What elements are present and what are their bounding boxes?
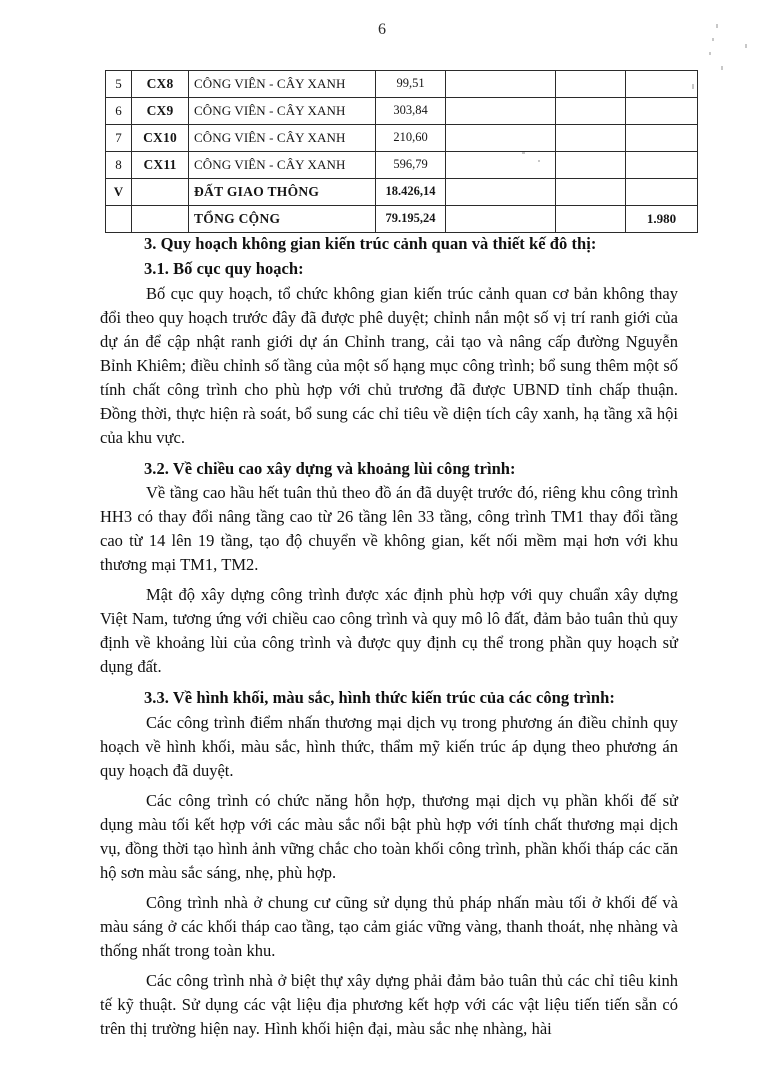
cell-col7 [626,98,698,125]
paragraph-3-2-a: Về tầng cao hầu hết tuân thủ theo đồ án đã duyệt trước đó, riêng khu công trình HH3 có thay đổi nâng tầng cao từ 26 tầng lên 33 tầng, công trình TM1 thay đổi tầng cao từ 14 lên 19 tầng, tạo độ chuyển về không gian, kết nối mềm mại hơn với khu thương mại TM1, TM2. [100,483,678,575]
cell-name: CÔNG VIÊN - CÂY XANH [189,152,376,179]
cell-name: ĐẤT GIAO THÔNG [189,179,376,206]
cell-value: 99,51 [376,71,446,98]
scan-speckle [692,84,694,89]
cell-col5 [446,179,556,206]
cell-value: 79.195,24 [376,206,446,233]
cell-code: CX10 [132,125,189,152]
cell-col6 [556,71,626,98]
cell-index: 8 [106,152,132,179]
scan-speckle [716,24,718,28]
scan-speckle [712,38,714,41]
table-row-subtotal [106,179,698,206]
cell-index: V [106,179,132,206]
cell-col6 [556,152,626,179]
page-number: 6 [378,21,386,38]
cell-col5 [446,125,556,152]
cell-col7: 1.980 [626,206,698,233]
table-row [106,125,698,152]
cell-col6 [556,125,626,152]
cell-code [132,206,189,233]
cell-index [106,206,132,233]
cell-col5 [446,152,556,179]
cell-value: 303,84 [376,98,446,125]
land-use-table-container [105,70,697,233]
scan-speckle [721,66,723,70]
scan-speckle [709,52,711,55]
cell-col7 [626,71,698,98]
cell-name: CÔNG VIÊN - CÂY XANH [189,125,376,152]
table-row [106,152,698,179]
cell-col6 [556,179,626,206]
cell-code [132,179,189,206]
cell-code: CX8 [132,71,189,98]
paragraph-3-3-c: Công trình nhà ở chung cư cũng sử dụng thủ pháp nhấn màu tối ở khối đế và màu sáng ở các khối tháp cao tầng, tạo cảm giác vững vàng, thanh thoát, nhẹ nhàng và thống nhất trong toàn khu. [100,892,678,960]
paragraph-3-3-d: Các công trình nhà ở biệt thự xây dựng phải đảm bảo tuân thủ các chỉ tiêu kinh tế kỹ thuật. Sử dụng các vật liệu địa phương kết hợp với các vật liệu tiến tiến sẵn có trên thị trường hiện nay. Hình khối hiện đại, màu sắc nhẹ nhàng, hài [100,970,678,1038]
document-body [100,232,678,1041]
cell-index: 7 [106,125,132,152]
cell-code: CX9 [132,98,189,125]
cell-col7 [626,125,698,152]
table-row-grandtotal [106,206,698,233]
cell-col6 [556,206,626,233]
cell-code: CX11 [132,152,189,179]
scan-speckle [538,160,540,162]
cell-col5 [446,71,556,98]
section-heading-3-2: 3.2. Về chiều cao xây dựng và khoảng lùi công trình: [144,458,516,478]
cell-value: 18.426,14 [376,179,446,206]
table-row [106,98,698,125]
cell-value: 596,79 [376,152,446,179]
cell-value: 210,60 [376,125,446,152]
cell-name: CÔNG VIÊN - CÂY XANH [189,98,376,125]
paragraph-3-2-b: Mật độ xây dựng công trình được xác định phù hợp với quy chuẩn xây dựng Việt Nam, tương ứng với chiều cao công trình và quy mô lô đất, đảm bảo tuân thủ quy định về khoảng lùi của công trình và được quy định cụ thể trong phần quy hoạch sử dụng đất. [100,585,678,677]
cell-col7 [626,179,698,206]
section-heading-3-3: 3.3. Về hình khối, màu sắc, hình thức kiến trúc của các công trình: [144,688,615,708]
section-heading-3: 3. Quy hoạch không gian kiến trúc cảnh quan và thiết kế đô thị: [144,234,597,253]
paragraph-3-3-b: Các công trình có chức năng hỗn hợp, thương mại dịch vụ phần khối đế sử dụng màu tối kết hợp với các màu sắc nổi bật phù hợp với tính chất thương mại dịch vụ, đồng thời tạo hình ảnh vững chắc cho toàn khối công trình, phần khối tháp các căn hộ sơn màu sắc sáng, nhẹ, phù hợp. [100,790,678,882]
scan-speckle [745,44,747,48]
cell-col6 [556,98,626,125]
cell-index: 5 [106,71,132,98]
cell-name: CÔNG VIÊN - CÂY XANH [189,71,376,98]
table-body [106,71,698,233]
paragraph-3-3-a: Các công trình điểm nhấn thương mại dịch vụ trong phương án điều chỉnh quy hoạch về hình khối, màu sắc, hình thức, thẩm mỹ kiến trúc áp dụng theo phương án quy hoạch đã duyệt. [100,712,678,780]
cell-col5 [446,206,556,233]
cell-index: 6 [106,98,132,125]
cell-col5 [446,98,556,125]
paragraph-3-1: Bố cục quy hoạch, tổ chức không gian kiến trúc cảnh quan cơ bản không thay đổi theo quy hoạch trước đây đã được phê duyệt; chỉnh nắn một số vị trí ranh giới của dự án để cập nhật ranh giới dự án Chỉnh trang, cải tạo và nâng cấp đường Nguyễn Bỉnh Khiêm; điều chỉnh số tầng của một số hạng mục công trình; bổ sung thêm một số tính chất công trình cho phù hợp với chủ trương đã được UBND tỉnh chấp thuận. Đồng thời, thực hiện rà soát, bổ sung các chỉ tiêu về diện tích cây xanh, hạ tầng xã hội của khu vực. [100,283,678,447]
cell-name: TỔNG CỘNG [189,206,376,233]
land-use-table [105,70,698,233]
table-row [106,71,698,98]
scan-speckle [522,152,525,154]
cell-col7 [626,152,698,179]
section-heading-3-1: 3.1. Bố cục quy hoạch: [144,259,304,279]
